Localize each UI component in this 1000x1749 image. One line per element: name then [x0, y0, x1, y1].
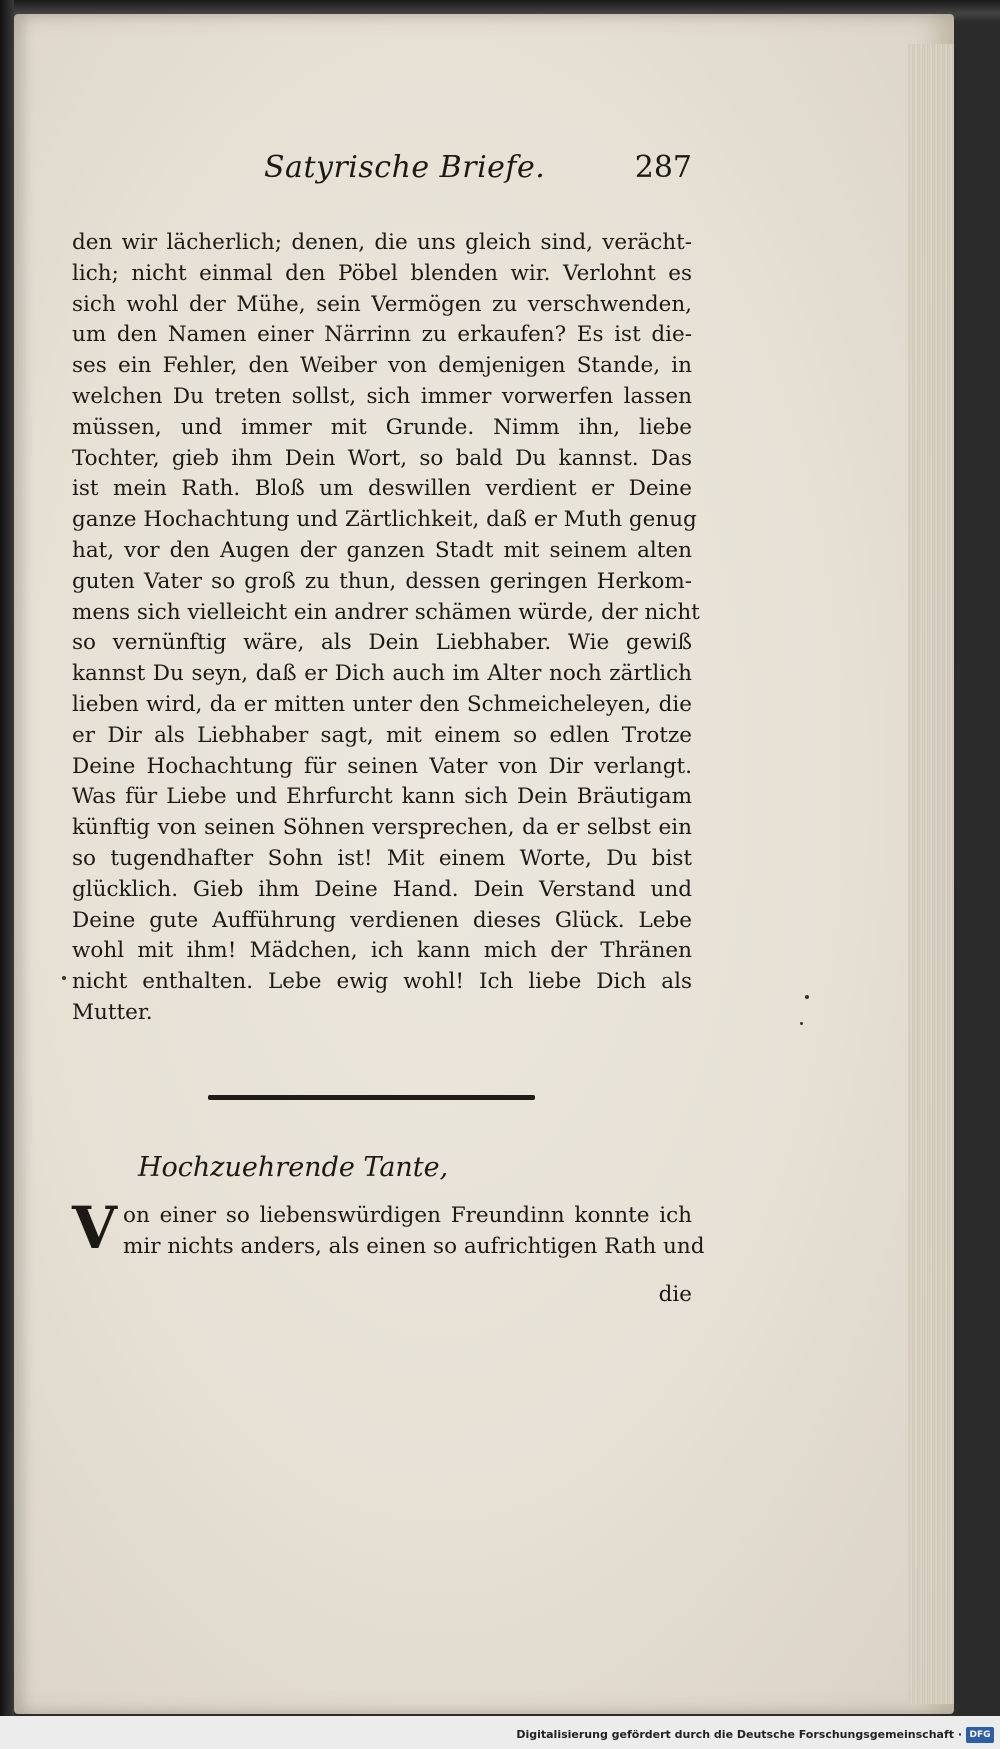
text-line: guten Vater so groß zu thun, dessen geringen Herkom-: [72, 568, 692, 594]
page-stack-edges: [908, 44, 954, 1704]
text-line: Deine Hochachtung für seinen Vater von Dir verlangt.: [72, 753, 692, 779]
text-line: Mutter.: [72, 999, 153, 1025]
text-line: sich wohl der Mühe, sein Vermögen zu verschwenden,: [72, 291, 692, 317]
text-line: ist mein Rath. Bloß um deswillen verdient er Deine: [72, 476, 692, 502]
running-title: Satyrische Briefe.: [264, 150, 546, 185]
drop-capital: V: [72, 1194, 118, 1262]
letter-body-text: [72, 228, 700, 1029]
text-line: lieben wird, da er mitten unter den Schmeicheleyen, die: [72, 691, 692, 717]
section-divider-rule: [208, 1095, 535, 1100]
text-line: Deine gute Aufführung verdienen dieses Glück. Lebe: [72, 907, 692, 933]
text-line: lich; nicht einmal den Pöbel blenden wir. Verlohnt es: [72, 260, 692, 286]
text-line: um den Namen einer Närrinn zu erkaufen? Es ist die-: [72, 322, 692, 348]
text-line: Was für Liebe und Ehrfurcht kann sich Dein Bräutigam: [72, 784, 692, 810]
page-number: 287: [634, 150, 692, 185]
text-line: müssen, und immer mit Grunde. Nimm ihn, liebe: [72, 414, 692, 440]
text-line: on einer so liebenswürdigen Freundinn konnte ich: [123, 1203, 692, 1228]
text-line: Tochter, gieb ihm Dein Wort, so bald Du kannst. Das: [72, 445, 692, 471]
text-line: er Dir als Liebhaber sagt, mit einem so edlen Trotze: [72, 722, 692, 748]
digitization-footer: [0, 1716, 1000, 1749]
text-line: kannst Du seyn, daß er Dich auch im Alter noch zärtlich: [72, 661, 692, 687]
text-line: so vernünftig wäre, als Dein Liebhaber. Wie gewiß: [72, 630, 692, 656]
letter-salutation: Hochzuehrende Tante,: [138, 1152, 449, 1183]
text-line: den wir lächerlich; denen, die uns gleich sind, verächt-: [72, 230, 692, 255]
text-line: welchen Du treten sollst, sich immer vorwerfen lassen: [72, 383, 692, 409]
text-line: mir nichts anders, als einen so aufrichtigen Rath und: [123, 1234, 705, 1259]
text-line: künftig von seinen Söhnen versprechen, da er selbst ein: [72, 815, 692, 841]
text-line: mens sich vielleicht ein andrer schämen würde, der nicht: [72, 599, 700, 625]
ink-speck: [800, 1022, 803, 1025]
footer-credit-text: Digitalisierung gefördert durch die Deutsche Forschungsgemeinschaft ·: [516, 1728, 962, 1741]
text-line: ses ein Fehler, den Weiber von demjenigen Stande, in: [72, 353, 692, 379]
text-line: hat, vor den Augen der ganzen Stadt mit seinem alten: [72, 537, 692, 563]
ink-speck: [805, 995, 809, 999]
text-line: ganze Hochachtung und Zärtlichkeit, daß er Muth genug: [72, 507, 697, 533]
dfg-logo-icon: DFG: [966, 1727, 994, 1743]
text-line: so tugendhafter Sohn ist! Mit einem Worte, Du bist: [72, 845, 692, 871]
catchword: die: [658, 1282, 692, 1307]
book-spine-edge: [0, 0, 14, 1749]
ink-speck: [62, 976, 66, 980]
text-line: nicht enthalten. Lebe ewig wohl! Ich liebe Dich als: [72, 969, 692, 995]
text-line: wohl mit ihm! Mädchen, ich kann mich der Thränen: [72, 938, 692, 964]
next-letter-text: [72, 1194, 705, 1262]
text-line: glücklich. Gieb ihm Deine Hand. Dein Verstand und: [72, 876, 692, 902]
